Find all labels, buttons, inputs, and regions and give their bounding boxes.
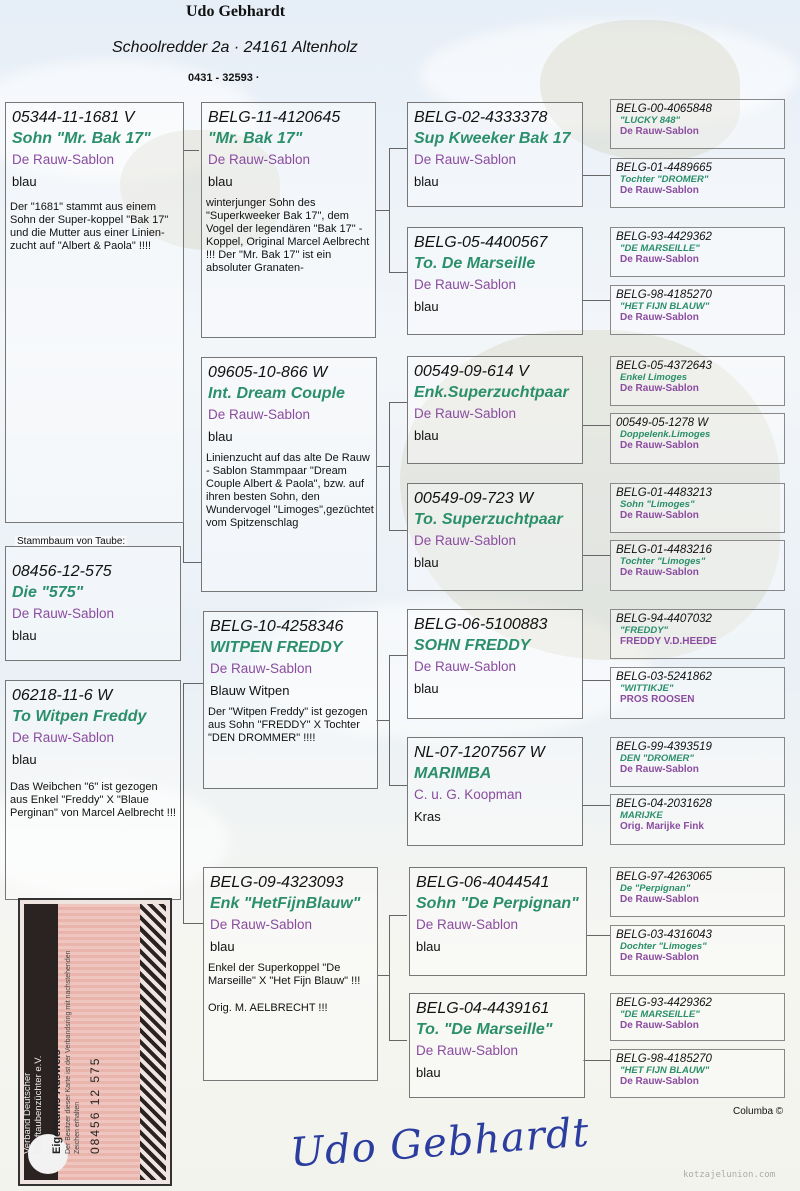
- pigeon-name: De "Perpignan": [620, 883, 691, 894]
- breeder: De Rauw-Sablon: [414, 152, 517, 167]
- pigeon-name: "Mr. Bak 17": [208, 130, 303, 147]
- pigeon-name: Int. Dream Couple: [208, 385, 345, 402]
- connector-line: [389, 402, 407, 403]
- breeder: De Rauw-Sablon: [416, 1043, 519, 1058]
- grandparent-box: [201, 357, 377, 592]
- connector-line: [376, 720, 390, 721]
- breeder: De Rauw-Sablon: [414, 659, 517, 674]
- pigeon-name: "FREDDY": [620, 625, 669, 636]
- connector-line: [183, 562, 201, 563]
- ring-number: BELG-98-4185270: [616, 289, 712, 301]
- pigeon-color: Kras: [414, 809, 441, 824]
- ring-number: 08456-12-575: [12, 563, 112, 580]
- connector-line: [183, 923, 203, 924]
- ring-number: BELG-94-4407032: [616, 613, 712, 625]
- breeder: De Rauw-Sablon: [414, 406, 517, 421]
- card-org-line1: Verband Deutscher: [22, 1072, 33, 1154]
- connector-line: [389, 655, 407, 656]
- connector-line: [376, 466, 390, 467]
- breeder: De Rauw-Sablon: [620, 126, 699, 137]
- pigeon-name: MARIJKE: [620, 810, 663, 821]
- connector-line: [583, 805, 610, 806]
- pigeon-color: blau: [416, 1065, 441, 1080]
- pigeon-color: blau: [208, 429, 233, 444]
- pigeon-name: Sohn "Mr. Bak 17": [12, 130, 151, 147]
- pigeon-name: Sohn "De Perpignan": [416, 895, 579, 912]
- ring-number: BELG-01-4489665: [616, 162, 712, 174]
- grandparent-box: [203, 611, 378, 789]
- mother-box: [5, 680, 181, 900]
- breeder: De Rauw-Sablon: [620, 764, 699, 775]
- ring-number: BELG-93-4429362: [616, 997, 712, 1009]
- breeder: PROS ROOSEN: [620, 694, 695, 705]
- breeder: De Rauw-Sablon: [210, 917, 313, 932]
- grandparent-box: [203, 867, 378, 1081]
- pigeon-color: blau: [208, 174, 233, 189]
- pigeon-name: SOHN FREDDY: [414, 637, 531, 654]
- great-grandparent-box: [407, 737, 583, 846]
- breeder: De Rauw-Sablon: [208, 407, 311, 422]
- breeder: De Rauw-Sablon: [208, 152, 311, 167]
- card-pattern: [140, 904, 166, 1180]
- pigeon-note-origin: Orig. M. AELBRECHT !!!: [208, 1002, 328, 1014]
- pigeon-color: Blauw Witpen: [210, 683, 290, 698]
- ring-number: 06218-11-6 W: [12, 687, 113, 704]
- breeder: De Rauw-Sablon: [414, 533, 517, 548]
- signature: Udo Gebhardt: [288, 1109, 592, 1177]
- pigeon-color: blau: [210, 939, 235, 954]
- connector-line: [378, 975, 390, 976]
- ring-number: BELG-10-4258346: [210, 618, 344, 635]
- pigeon-name: "HET FIJN BLAUW": [620, 1065, 710, 1076]
- ring-number: BELG-05-4372643: [616, 360, 712, 372]
- connector-line: [389, 530, 407, 531]
- ancestor-box: [610, 227, 785, 277]
- breeder: De Rauw-Sablon: [620, 254, 699, 265]
- great-grandparent-box: [409, 867, 587, 976]
- ancestor-box: [610, 1049, 785, 1098]
- site-watermark: kotzajelunion.com: [683, 1170, 776, 1180]
- connector-line: [389, 915, 407, 916]
- pigeon-name: Die "575": [12, 584, 84, 601]
- ring-number: BELG-04-2031628: [616, 798, 712, 810]
- stammbaum-label: Stammbaum von Taube:: [17, 536, 126, 547]
- pigeon-color: blau: [414, 299, 439, 314]
- pigeon-name: Enk.Superzuchtpaar: [414, 384, 569, 401]
- great-grandparent-box: [407, 609, 583, 719]
- pigeon-name: Tochter "DROMER": [620, 174, 709, 185]
- connector-line: [583, 1060, 610, 1061]
- great-grandparent-box: [407, 356, 583, 464]
- pigeon-name: To. "De Marseille": [416, 1021, 553, 1038]
- ancestor-box: [610, 794, 785, 845]
- pigeon-note: Der "Witpen Freddy" ist gezogen aus Sohn "FREDDY" X Tochter "DEN DROMMER" !!!!: [208, 706, 368, 744]
- breeder: Orig. Marijke Fink: [620, 821, 704, 832]
- connector-line: [376, 210, 390, 211]
- ancestor-box: [610, 413, 785, 464]
- ring-number: BELG-01-4483216: [616, 544, 712, 556]
- card-org-line2: Brieftaubenzüchter e.V.: [33, 1055, 44, 1154]
- pigeon-note: Der "1681" stammt aus einem Sohn der Super-koppel "Bak 17" und die Mutter aus einer Linien-zucht auf "Albert & Paola" !!!!: [10, 201, 169, 252]
- connector-line: [587, 935, 610, 936]
- connector-line: [583, 680, 610, 681]
- breeder: De Rauw-Sablon: [620, 440, 699, 451]
- pigeon-name: "HET FIJN BLAUW": [620, 301, 710, 312]
- connector-line: [183, 683, 203, 684]
- pigeon-name: To Witpen Freddy: [12, 708, 147, 725]
- pigeon-name: Enk "HetFijnBlauw": [210, 895, 361, 912]
- breeder-name: Udo Gebhardt: [186, 3, 286, 20]
- ring-number: BELG-06-5100883: [414, 616, 548, 633]
- ring-number: BELG-93-4429362: [616, 231, 712, 243]
- breeder: De Rauw-Sablon: [620, 894, 699, 905]
- columba-credit: Columba ©: [733, 1106, 784, 1117]
- breeder: C. u. G. Koopman: [414, 787, 523, 802]
- ancestor-box: [610, 737, 785, 787]
- pigeon-name: WITPEN FREDDY: [210, 639, 343, 656]
- ring-number: BELG-09-4323093: [210, 874, 344, 891]
- breeder: De Rauw-Sablon: [620, 510, 699, 521]
- pigeon-name: Sup Kweeker Bak 17: [414, 130, 571, 147]
- breeder: De Rauw-Sablon: [12, 152, 115, 167]
- great-grandparent-box: [407, 483, 583, 591]
- ring-number: BELG-00-4065848: [616, 103, 712, 115]
- ancestor-box: [610, 483, 785, 533]
- father-box: [5, 102, 184, 523]
- ring-number: BELG-97-4263065: [616, 871, 712, 883]
- breeder: De Rauw-Sablon: [414, 277, 517, 292]
- breeder: De Rauw-Sablon: [620, 312, 699, 323]
- breeder: De Rauw-Sablon: [620, 1076, 699, 1087]
- pigeon-name: To. Superzuchtpaar: [414, 511, 563, 528]
- breeder: FREDDY V.D.HEEDE: [620, 636, 717, 647]
- ring-number: BELG-06-4044541: [416, 874, 550, 891]
- ring-number: 00549-05-1278 W: [616, 417, 709, 429]
- ancestor-box: [610, 356, 785, 406]
- breeder: De Rauw-Sablon: [416, 917, 519, 932]
- ring-number: BELG-01-4483213: [616, 487, 712, 499]
- ring-number: BELG-02-4333378: [414, 109, 548, 126]
- breeder-address: Schoolredder 2a · 24161 Altenholz: [112, 39, 358, 56]
- ring-number: BELG-03-5241862: [616, 671, 712, 683]
- pigeon-color: blau: [12, 628, 37, 643]
- pigeon-note: Das Weibchen "6" ist gezogen aus Enkel "Freddy" X "Blaue Perginan" von Marcel Aelbrecht !!!: [10, 781, 176, 819]
- pigeon-name: To. De Marseille: [414, 255, 536, 272]
- pigeon-name: MARIMBA: [414, 765, 492, 782]
- connector-line: [389, 148, 407, 149]
- ring-number: BELG-05-4400567: [414, 234, 548, 251]
- pigeon-name: DEN "DROMER": [620, 753, 694, 764]
- ancestor-box: [610, 609, 785, 659]
- breeder: De Rauw-Sablon: [620, 567, 699, 578]
- pigeon-name: Sohn "Limoges": [620, 499, 695, 510]
- connector-line: [183, 683, 184, 923]
- breeder: De Rauw-Sablon: [12, 730, 115, 745]
- ownership-card: [18, 898, 172, 1186]
- ring-number: 00549-09-723 W: [414, 490, 534, 507]
- pigeon-name: Enkel Limoges: [620, 372, 688, 383]
- ring-number: BELG-98-4185270: [616, 1053, 712, 1065]
- ring-number: 09605-10-866 W: [208, 364, 328, 381]
- ring-number: BELG-99-4393519: [616, 741, 712, 753]
- pigeon-color: blau: [414, 681, 439, 696]
- pigeon-name: "DE MARSEILLE": [620, 1009, 700, 1020]
- pigeon-color: blau: [12, 174, 37, 189]
- breeder: De Rauw-Sablon: [620, 1020, 699, 1031]
- ancestor-box: [610, 540, 785, 591]
- ancestor-box: [610, 867, 785, 917]
- ring-number: BELG-03-4316043: [616, 929, 712, 941]
- connector-line: [583, 425, 610, 426]
- pigeon-color: blau: [416, 939, 441, 954]
- pigeon-name: "DE MARSEILLE": [620, 243, 700, 254]
- ring-number: NL-07-1207567 W: [414, 744, 545, 761]
- ring-number: 00549-09-614 V: [414, 363, 529, 380]
- connector-line: [583, 175, 610, 176]
- ring-number: 05344-11-1681 V: [12, 109, 135, 126]
- pigeon-name: Dochter "Limoges": [620, 941, 707, 952]
- grandparent-box: [201, 102, 376, 338]
- great-grandparent-box: [409, 993, 585, 1098]
- ring-number: BELG-04-4439161: [416, 1000, 550, 1017]
- breeder: De Rauw-Sablon: [210, 661, 313, 676]
- pigeon-name: Doppelenk.Limoges: [620, 429, 711, 440]
- breeder: De Rauw-Sablon: [620, 952, 699, 963]
- card-fineprint: Der Besitzer dieser Karte ist der Verbandsring mit nachstehenden Zeichen erhalten: [65, 950, 81, 1154]
- card-number: 08456 12 575: [88, 1056, 102, 1154]
- subject-box: [5, 546, 181, 661]
- breeder-phone: 0431 - 32593 ·: [188, 72, 260, 84]
- connector-line: [583, 300, 610, 301]
- great-grandparent-box: [407, 102, 583, 207]
- pigeon-note: Enkel der Superkoppel "De Marseille" X "Het Fijn Blauw" !!!: [208, 962, 361, 987]
- pigeon-color: blau: [414, 555, 439, 570]
- ancestor-box: [610, 925, 785, 976]
- connector-line: [183, 150, 199, 151]
- connector-line: [583, 555, 610, 556]
- ancestor-box: [610, 285, 785, 335]
- ancestor-box: [610, 158, 785, 208]
- ancestor-box: [610, 667, 785, 719]
- card-title: Eigentums-Ausweis: [51, 1049, 63, 1154]
- connector-line: [389, 915, 390, 1040]
- pigeon-note: winterjunger Sohn des "Superkweeker Bak 17", dem Vogel der legendären "Bak 17" - Koppel, Original Marcel Aelbrecht !!! Der "Mr. Bak 17" ist ein absoluter Granaten-: [206, 197, 370, 274]
- pigeon-name: "WITTIKJE": [620, 683, 674, 694]
- ancestor-box: [610, 99, 785, 149]
- connector-line: [389, 272, 407, 273]
- pigeon-color: blau: [414, 428, 439, 443]
- pigeon-note: Linienzucht auf das alte De Rauw - Sablon Stammpaar "Dream Couple Albert & Paola", bzw. auf ihren besten Sohn, den Wundervogel "Limoges",gezüchtet vom Spitzenschlag: [206, 452, 374, 529]
- pigeon-color: blau: [414, 174, 439, 189]
- ring-number: BELG-11-4120645: [208, 109, 341, 126]
- connector-line: [389, 1040, 407, 1041]
- breeder: De Rauw-Sablon: [620, 185, 699, 196]
- card-text: [22, 924, 102, 1154]
- great-grandparent-box: [407, 227, 583, 335]
- breeder: De Rauw-Sablon: [12, 606, 115, 621]
- ancestor-box: [610, 993, 785, 1041]
- breeder: De Rauw-Sablon: [620, 383, 699, 394]
- pigeon-color: blau: [12, 752, 37, 767]
- pigeon-name: "LUCKY 848": [620, 115, 681, 126]
- connector-line: [389, 785, 407, 786]
- pigeon-name: Tochter "Limoges": [620, 556, 706, 567]
